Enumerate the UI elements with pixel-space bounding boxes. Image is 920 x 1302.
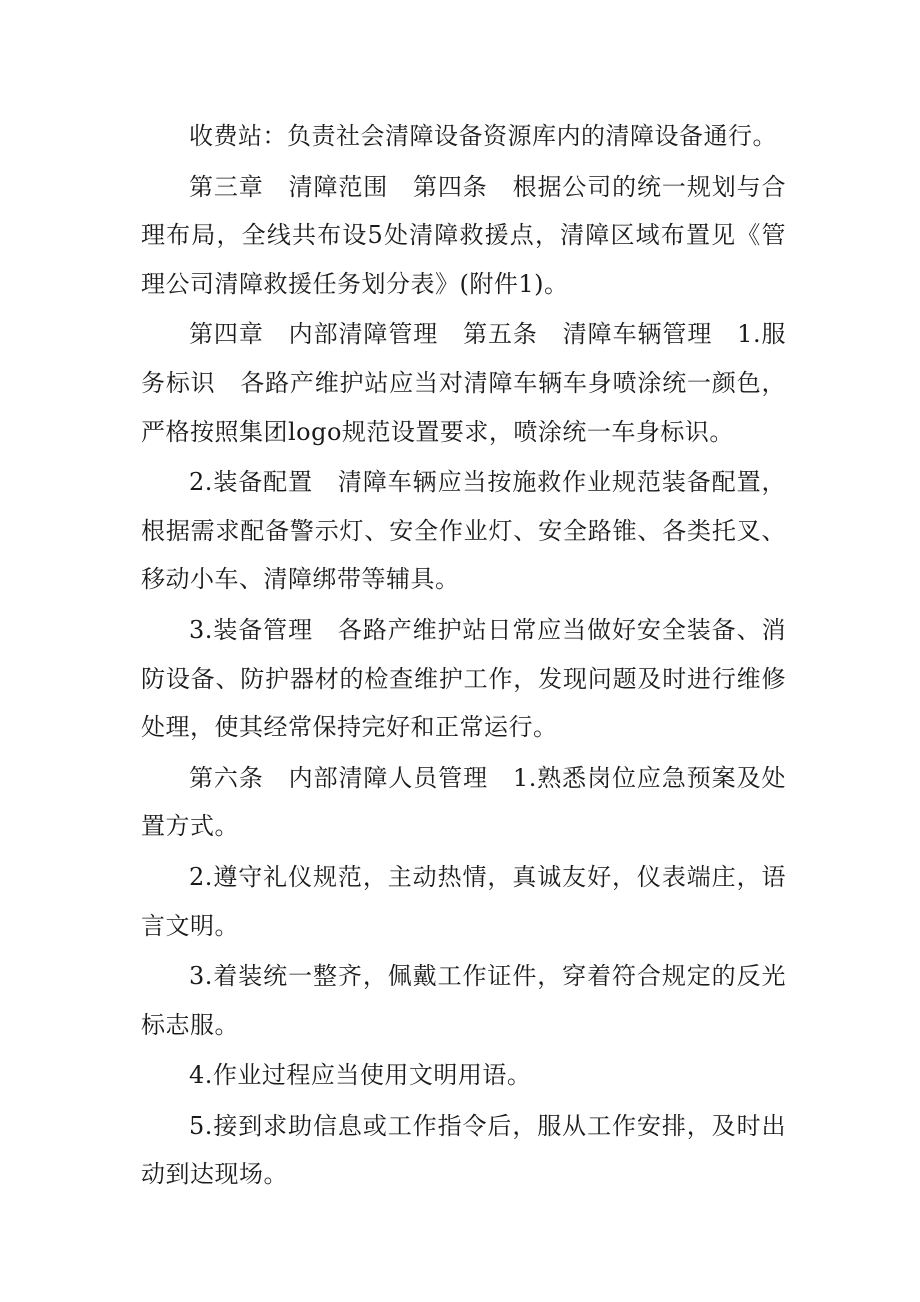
- paragraph-article-6: 第六条 内部清障人员管理 1.熟悉岗位应急预案及处置方式。: [141, 763, 786, 841]
- paragraph-etiquette: 2.遵守礼仪规范，主动热情，真诚友好，仪表端庄，语言文明。: [141, 862, 786, 940]
- paragraph-chapter-3-article-4: 第三章 清障范围 第四条 根据公司的统一规划与合理布局，全线共布设5处清障救援点，清障区域布置见《管理公司清障救援任务划分表》(附件1)。: [141, 172, 786, 298]
- paragraph-toll-station: 收费站：负责社会清障设备资源库内的清障设备通行。: [189, 122, 777, 150]
- paragraph-equipment-configuration: 2.装备配置 清障车辆应当按施救作业规范装备配置，根据需求配备警示灯、安全作业灯、安全路锥、各类托叉、移动小车、清障绑带等辅具。: [141, 468, 786, 594]
- paragraph-uniform: 3.着装统一整齐，佩戴工作证件，穿着符合规定的反光标志服。: [141, 962, 786, 1039]
- paragraph-equipment-management: 3.装备管理 各路产维护站日常应当做好安全装备、消防设备、防护器材的检查维护工作，发现问题及时进行维修处理，使其经常保持完好和正常运行。: [141, 615, 786, 742]
- paragraph-polite-language: 4.作业过程应当使用文明用语。: [189, 1061, 532, 1090]
- document-page: [141, 112, 786, 1201]
- paragraph-chapter-4-article-5: 第四章 内部清障管理 第五条 清障车辆管理 1.服务标识 各路产维护站应当对清障车辆车身喷涂统一颜色，严格按照集团logo规范设置要求，喷涂统一车身标识。: [141, 320, 786, 446]
- paragraph-dispatch: 5.接到求助信息或工作指令后，服从工作安排，及时出动到达现场。: [141, 1111, 786, 1189]
